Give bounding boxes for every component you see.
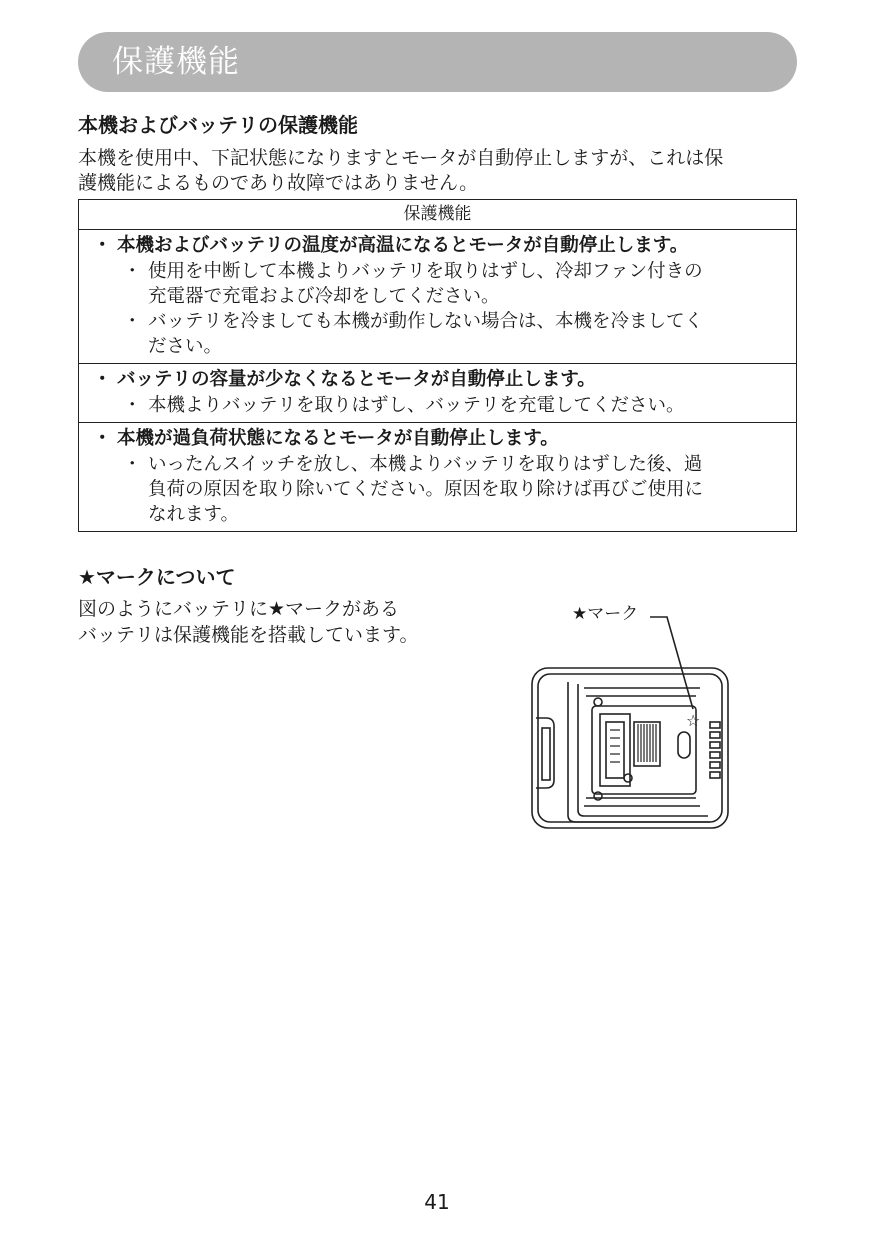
row-item: ・ 本機よりバッテリを取りはずし、バッテリを充電してください。 bbox=[123, 395, 685, 416]
star-mark-heading: ★マークについて bbox=[78, 565, 236, 589]
bullet: ・ bbox=[123, 395, 142, 416]
battery-illustration bbox=[520, 610, 740, 835]
protection-table bbox=[78, 199, 797, 532]
star-mark-text-1: 図のようにバッテリに★マークがある bbox=[78, 598, 400, 620]
page-number: 41 bbox=[424, 1190, 450, 1214]
row-title: ・ 本機が過負荷状態になるとモータが自動停止します。 bbox=[79, 426, 796, 452]
protection-heading: 本機およびバッテリの保護機能 bbox=[78, 113, 358, 137]
row-title: ・ バッテリの容量が少なくなるとモータが自動停止します。 bbox=[79, 367, 796, 393]
bullet: ・ bbox=[93, 428, 112, 449]
table-header: 保護機能 bbox=[79, 200, 796, 230]
bullet: ・ bbox=[123, 454, 142, 475]
star-mark-text-2: バッテリは保護機能を搭載しています。 bbox=[78, 624, 419, 646]
page-title: 保護機能 bbox=[112, 44, 240, 80]
intro-line-2: 護機能によるものであり故障ではありません。 bbox=[78, 172, 479, 194]
bullet: ・ bbox=[123, 261, 142, 282]
bullet: ・ bbox=[123, 311, 142, 332]
intro-line-1: 本機を使用中、下記状態になりますとモータが自動停止しますが、これは保 bbox=[78, 147, 724, 169]
table-row bbox=[79, 423, 796, 531]
section-banner bbox=[78, 32, 797, 92]
row-item: ・ バッテリを冷ましても本機が動作しない場合は、本機を冷ましてく ださい。 bbox=[123, 311, 704, 357]
bullet: ・ bbox=[93, 235, 112, 256]
table-row bbox=[79, 364, 796, 423]
row-title: ・ 本機およびバッテリの温度が高温になるとモータが自動停止します。 bbox=[79, 233, 796, 259]
table-row bbox=[79, 230, 796, 364]
star-mark-label: ★マーク bbox=[572, 604, 639, 624]
bullet: ・ bbox=[93, 369, 112, 390]
row-item: ・ いったんスイッチを放し、本機よりバッテリを取りはずした後、過 負荷の原因を取り除いてください。原因を取り除けば再びご使用に なれます。 bbox=[123, 454, 704, 525]
row-item: ・ 使用を中断して本機よりバッテリを取りはずし、冷却ファン付きの 充電器で充電および冷却をしてください。 bbox=[123, 261, 703, 307]
star-mark-icon: ☆ bbox=[686, 711, 701, 730]
